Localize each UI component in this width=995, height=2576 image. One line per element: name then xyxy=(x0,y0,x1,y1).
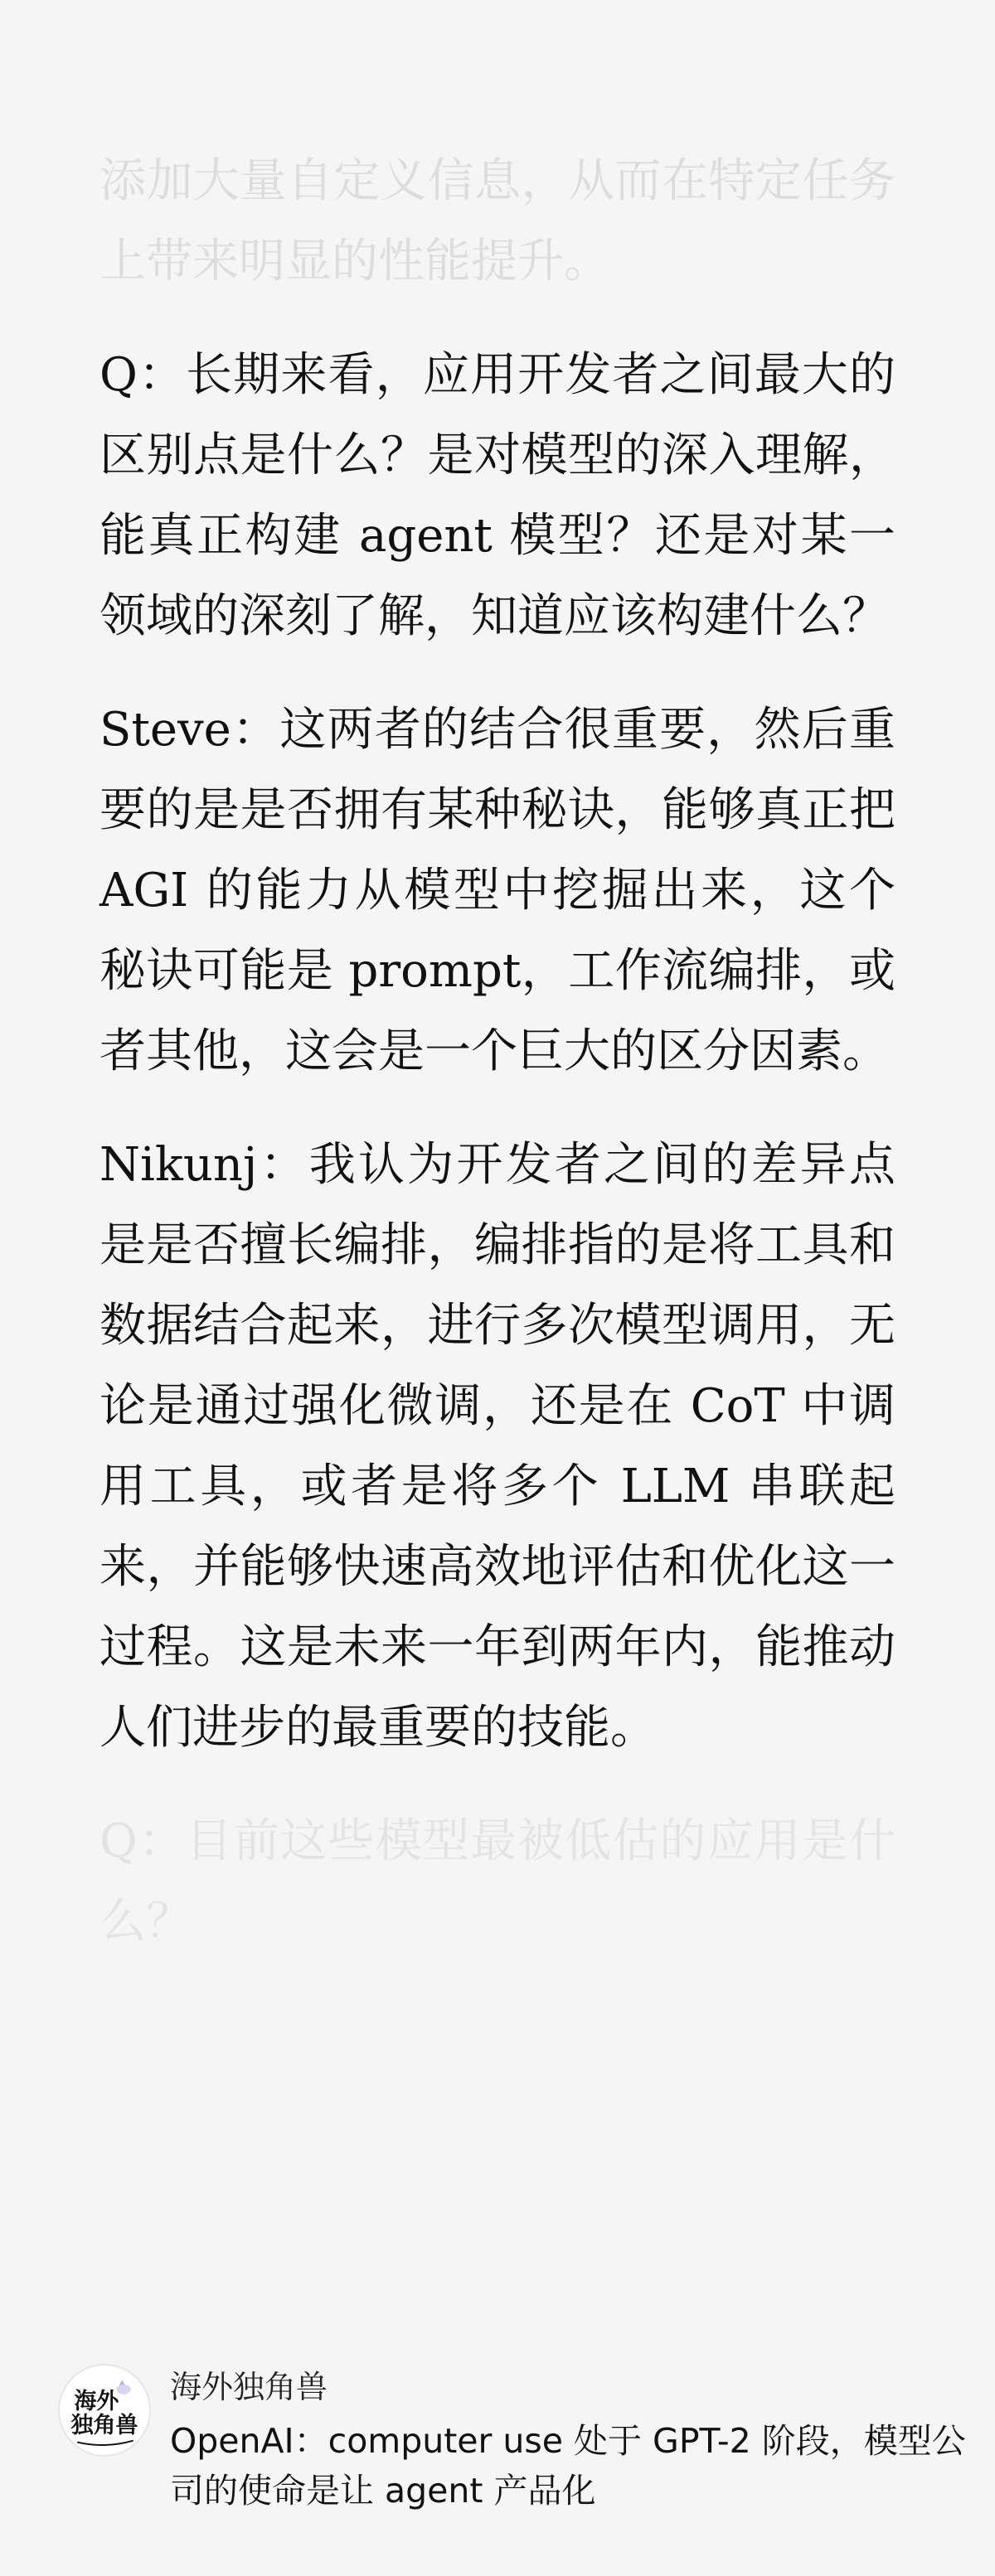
svg-text:独: 独 xyxy=(70,2413,94,2438)
svg-text:外: 外 xyxy=(96,2389,119,2415)
article-paragraph-question-1: Q：长期来看，应用开发者之间最大的区别点是什么？是对模型的深入理解，能真正构建 agent 模型？还是对某一领域的深刻了解，知道应该构建什么？ xyxy=(100,348,896,643)
article-paragraph-faded-bottom: Q：目前这些模型最被低估的应用是什么？ xyxy=(100,1814,896,1949)
account-name[interactable]: 海外独角兽 xyxy=(170,2369,328,2405)
svg-text:角: 角 xyxy=(93,2413,116,2438)
source-card[interactable] xyxy=(58,2362,966,2545)
unicorn-logo-icon xyxy=(58,2364,151,2457)
article-paragraph-nikunj-answer: Nikunj：我认为开发者之间的差异点是是否擅长编排，编排指的是将工具和数据结合起来，进行多次模型调用，无论是通过强化微调，还是在 CoT 中调用工具，或者是将多个 LLM 串联起来，并能够快速高效地评估和优化这一过程。这是未来一年到两年内，能推动人们进步的最重要的技能。 xyxy=(100,1138,896,1755)
svg-text:海: 海 xyxy=(74,2389,97,2415)
article-body xyxy=(100,141,896,1995)
svg-text:兽: 兽 xyxy=(115,2413,138,2438)
article-paragraph-steve-answer: Steve：这两者的结合很重要，然后重要的是是否拥有某种秘诀，能够真正把 AGI 的能力从模型中挖掘出来，这个秘诀可能是 prompt，工作流编排，或者其他，这会是一个巨大的区分因素。 xyxy=(100,703,896,1078)
linked-article-title[interactable]: OpenAI：computer use 处于 GPT-2 阶段，模型公司的使命是让 agent 产品化 xyxy=(170,2421,966,2511)
article-paragraph-faded-top: 添加大量自定义信息，从而在特定任务上带来明显的性能提升。 xyxy=(100,154,896,288)
